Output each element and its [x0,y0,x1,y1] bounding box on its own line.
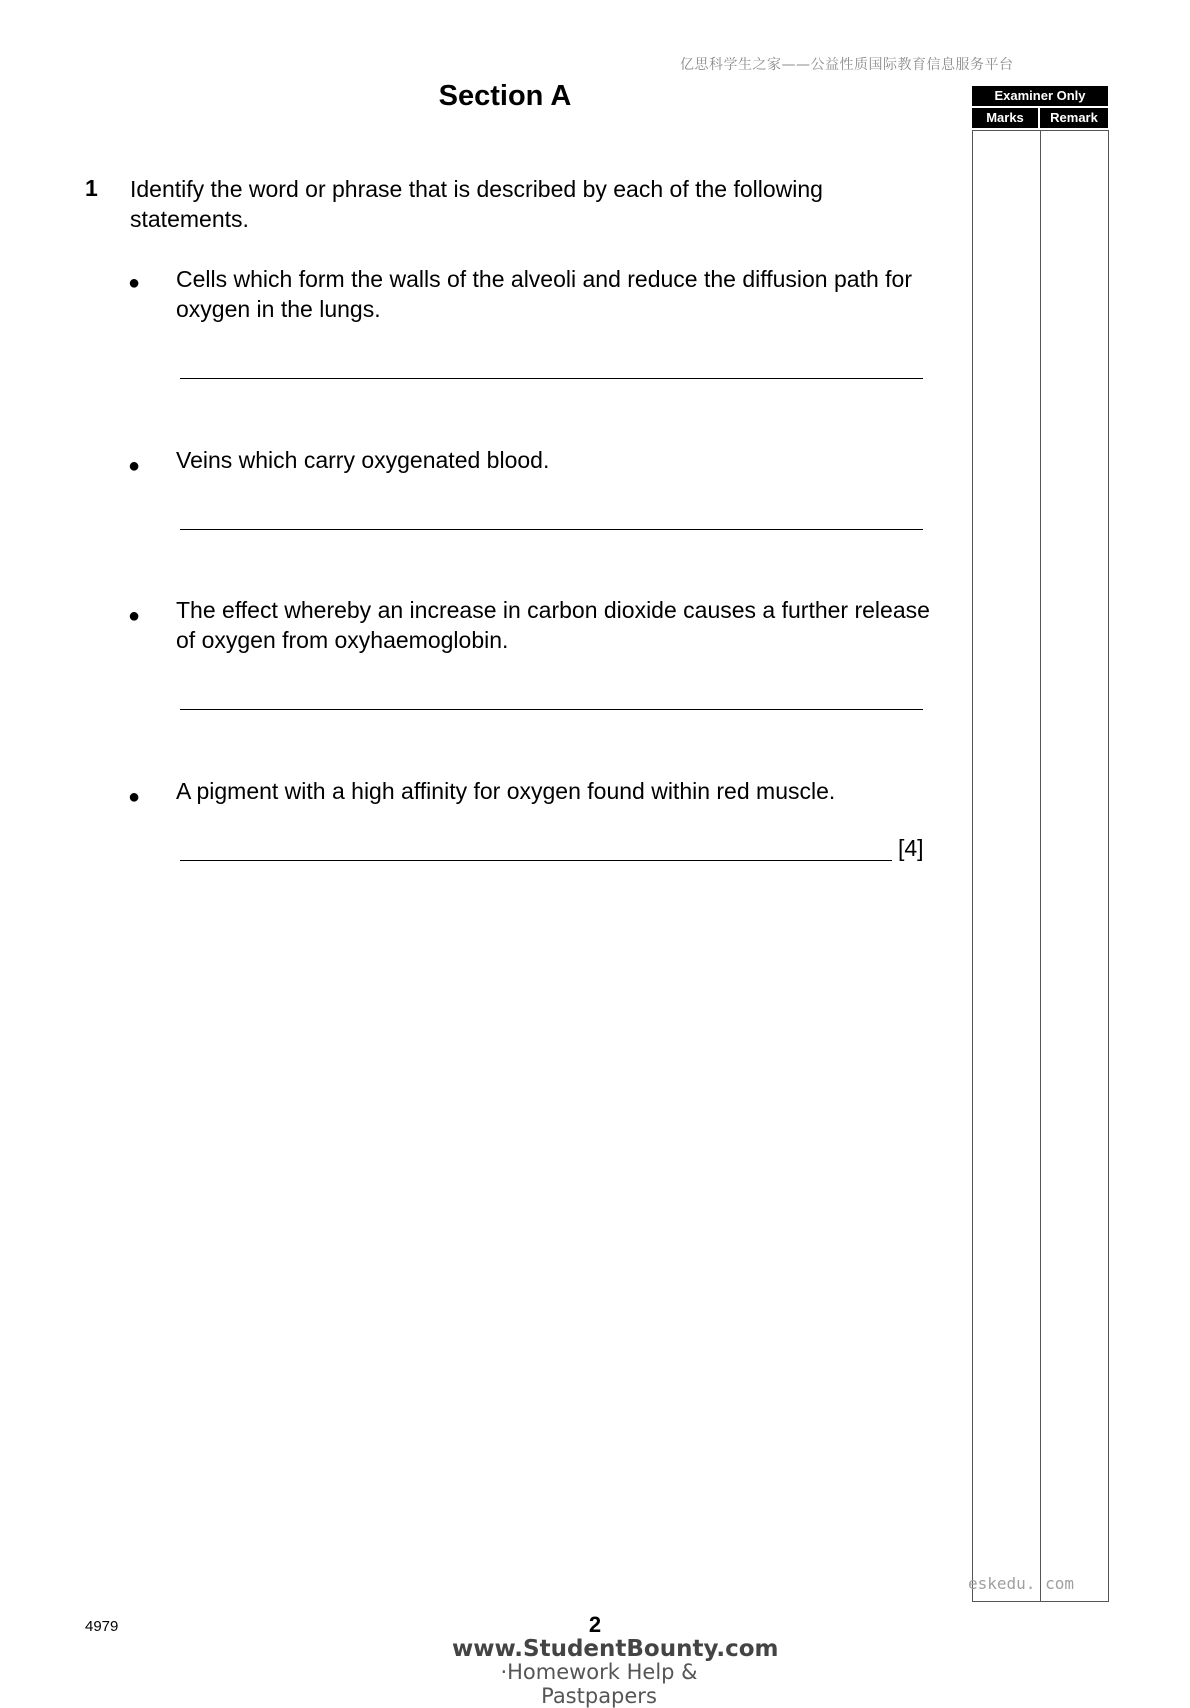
answer-line[interactable] [180,709,923,710]
page-number: 2 [588,1612,602,1637]
bullet-icon: ● [128,786,141,808]
answer-line[interactable] [180,378,923,379]
studentbounty-logo-url: www.StudentBounty.com [452,1636,779,1662]
examiner-only-column [972,86,1108,1602]
item-text: Veins which carry oxygenated blood. [176,447,550,473]
remark-column [1040,130,1109,1602]
bullet-icon: ● [128,272,141,294]
paper-code: 4979 [85,1618,119,1635]
item-text: The effect whereby an increase in carbon dioxide causes a further release of oxygen from oxyhaemoglobin. [176,597,930,653]
answer-line[interactable] [180,529,923,530]
marks-column-header: Marks [972,108,1038,128]
section-title: Section A [438,80,572,112]
header-watermark: 亿思科学生之家——公益性质国际教育信息服务平台 [680,57,1014,73]
item-text: Cells which form the walls of the alveoli and reduce the diffusion path for oxygen in the lungs. [176,266,912,322]
side-watermark: eskedu. com [968,1574,1074,1593]
item-text: A pigment with a high affinity for oxygen found within red muscle. [176,778,836,804]
marks-column [972,130,1040,1602]
marks-available: [4] [898,835,924,861]
question-stem: Identify the word or phrase that is described by each of the following statements. [130,176,823,232]
remark-column-header: Remark [1040,108,1108,128]
bullet-icon: ● [128,455,141,477]
examiner-only-header: Examiner Only [972,86,1108,106]
answer-line[interactable] [180,860,892,861]
bullet-icon: ● [128,605,141,627]
studentbounty-logo-tagline: ·Homework Help & Pastpapers [500,1660,698,1708]
question-number: 1 [85,175,98,201]
